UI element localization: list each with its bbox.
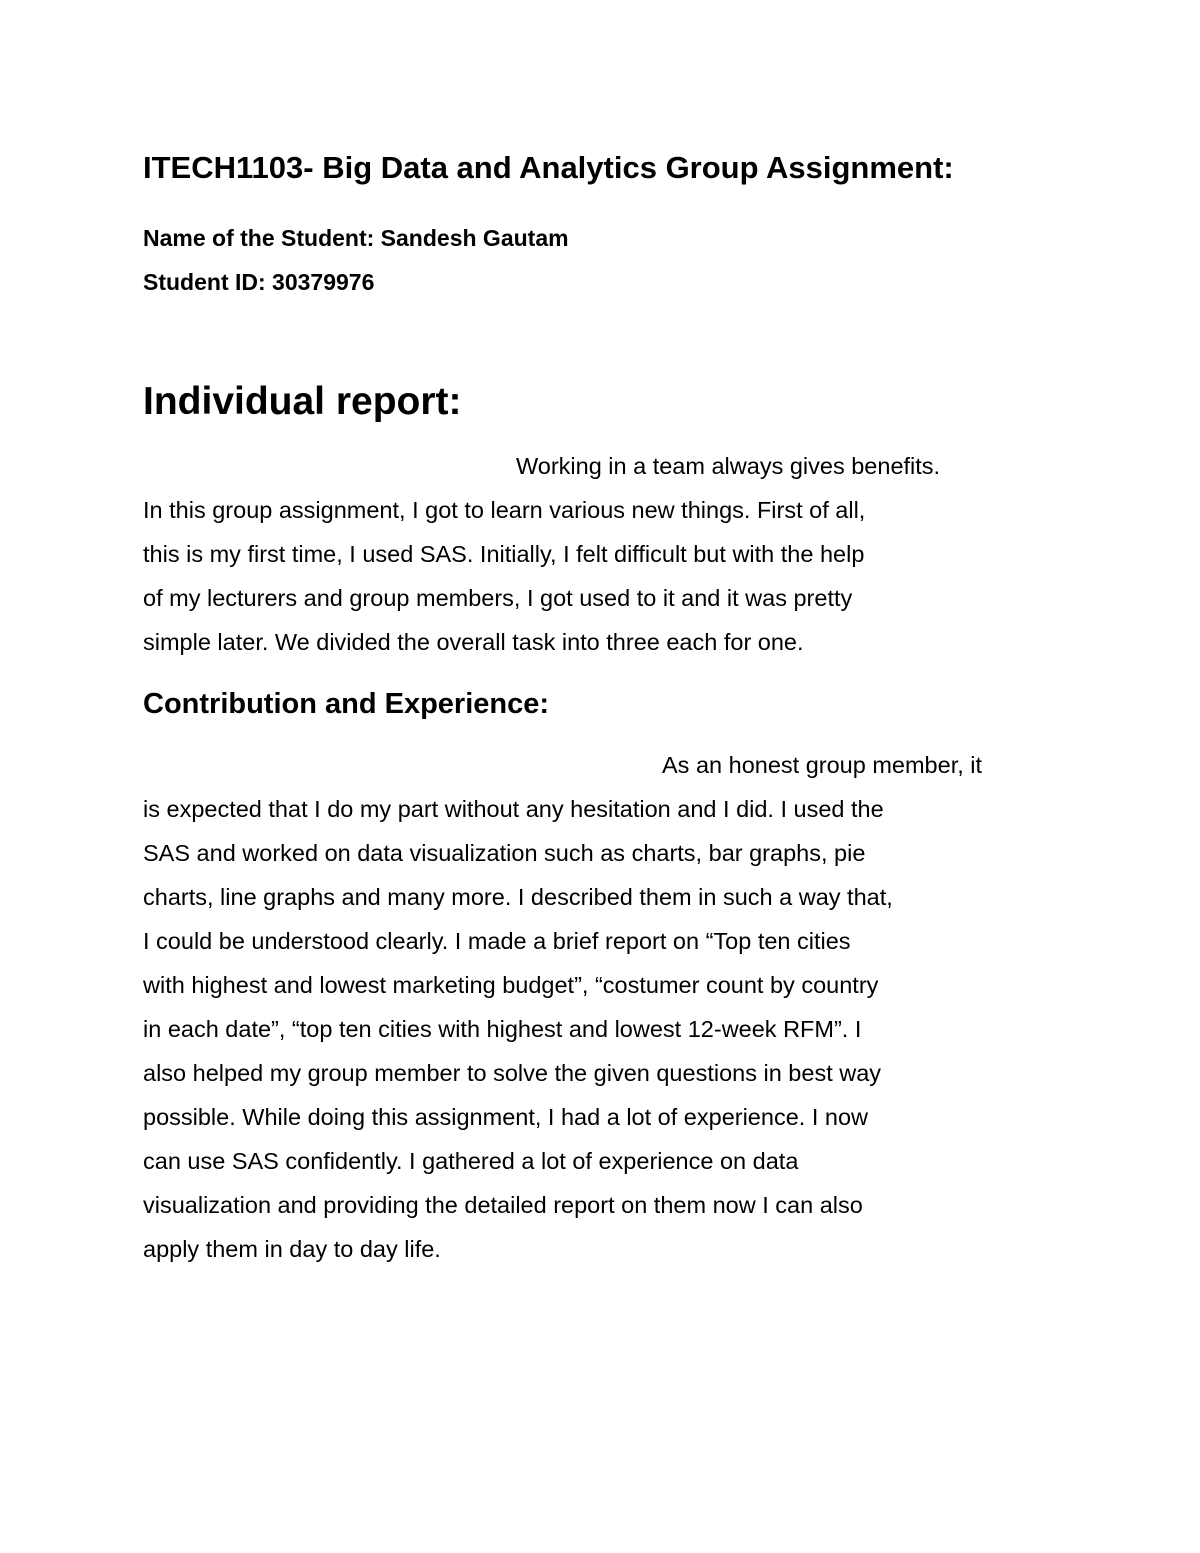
paragraph-line: with highest and lowest marketing budget”, “costumer count by country: [143, 972, 879, 998]
paragraph-line: apply them in day to day life.: [143, 1236, 441, 1262]
paragraph-line: simple later. We divided the overall task into three each for one.: [143, 629, 804, 655]
paragraph-line: of my lecturers and group members, I got used to it and it was pretty: [143, 585, 853, 611]
section-heading-contribution: Contribution and Experience:: [143, 688, 550, 720]
paragraph-line: possible. While doing this assignment, I had a lot of experience. I now: [143, 1104, 868, 1130]
section-heading-individual-report: Individual report:: [143, 380, 462, 423]
paragraph-line: As an honest group member, it: [662, 752, 983, 778]
paragraph-line: can use SAS confidently. I gathered a lot of experience on data: [143, 1148, 799, 1174]
paragraph-line: also helped my group member to solve the given questions in best way: [143, 1060, 882, 1086]
paragraph-line: In this group assignment, I got to learn various new things. First of all,: [143, 497, 866, 523]
paragraph-line: in each date”, “top ten cities with highest and lowest 12-week RFM”. I: [143, 1016, 862, 1042]
paragraph-line: SAS and worked on data visualization such as charts, bar graphs, pie: [143, 840, 866, 866]
paragraph-line: this is my first time, I used SAS. Initially, I felt difficult but with the help: [143, 541, 865, 567]
student-name: Name of the Student: Sandesh Gautam: [143, 225, 569, 251]
paragraph-line: I could be understood clearly. I made a brief report on “Top ten cities: [143, 928, 851, 954]
student-id: Student ID: 30379976: [143, 269, 375, 295]
paragraph-line: Working in a team always gives benefits.: [516, 453, 941, 479]
paragraph-line: visualization and providing the detailed report on them now I can also: [143, 1192, 863, 1218]
document-title: ITECH1103- Big Data and Analytics Group Assignment:: [143, 150, 954, 185]
paragraph-line: is expected that I do my part without any hesitation and I did. I used the: [143, 796, 884, 822]
paragraph-line: charts, line graphs and many more. I described them in such a way that,: [143, 884, 893, 910]
